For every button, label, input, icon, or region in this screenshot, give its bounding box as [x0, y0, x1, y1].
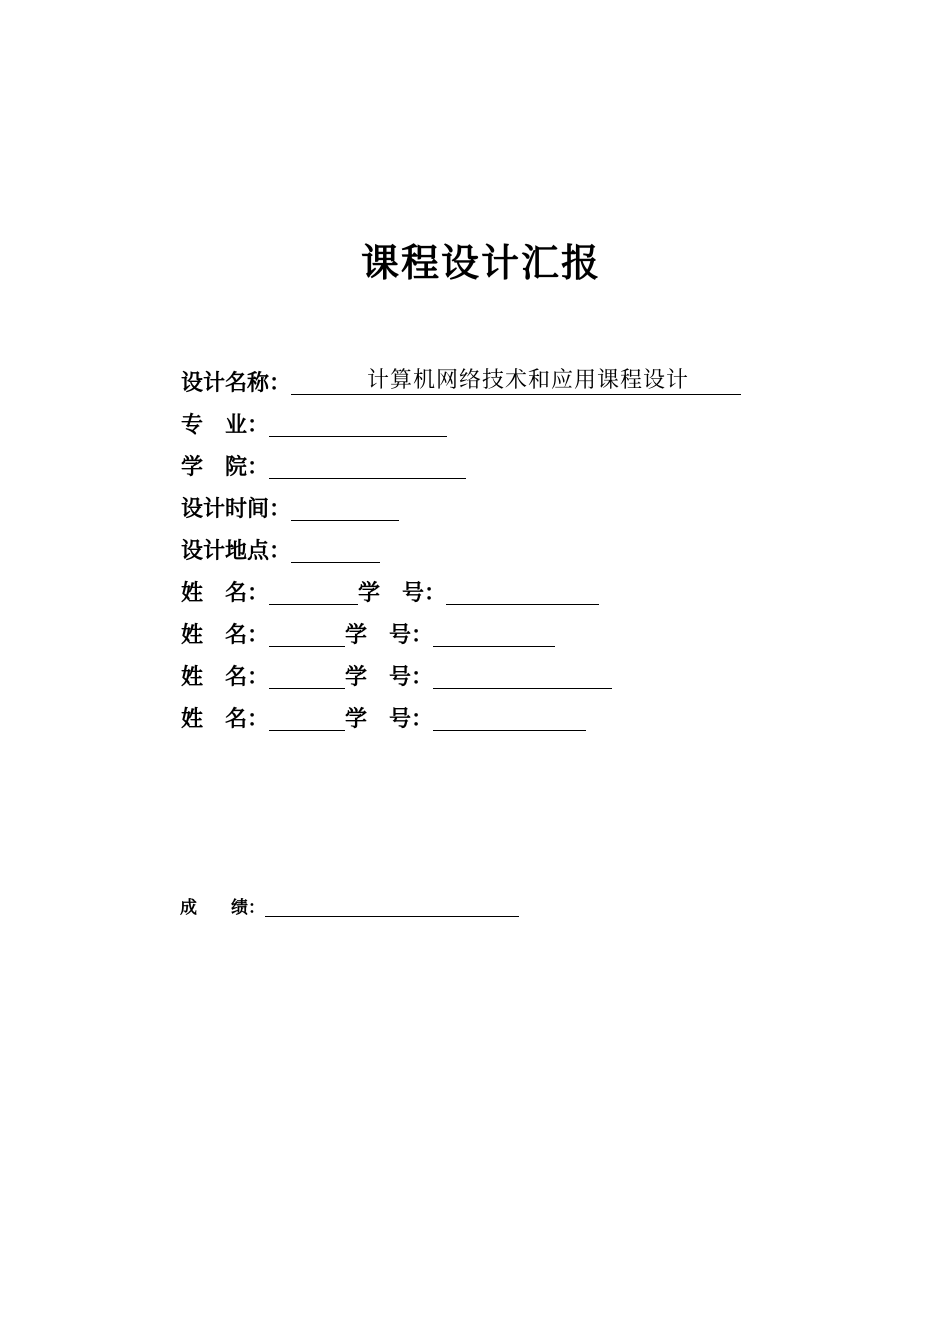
score-blank	[265, 898, 519, 917]
name-label: 姓 名：	[181, 707, 270, 732]
student-id-blank	[433, 706, 586, 731]
name-blank	[269, 622, 345, 647]
major-row	[181, 411, 447, 441]
design-time-label: 设计时间：	[181, 497, 292, 522]
design-name-value: 计算机网络技术和应用课程设计	[291, 368, 741, 395]
name-label: 姓 名：	[181, 623, 270, 648]
design-place-blank	[291, 538, 380, 563]
student-id-blank	[446, 580, 599, 605]
student-id-blank	[433, 622, 555, 647]
college-row	[181, 453, 466, 483]
college-label: 学 院：	[181, 455, 270, 480]
student-row	[181, 705, 586, 735]
major-label: 专 业：	[181, 413, 270, 438]
name-label: 姓 名：	[181, 581, 270, 606]
design-name-label: 设计名称：	[181, 371, 292, 396]
score-label: 成 绩：	[180, 898, 265, 918]
name-blank	[269, 664, 345, 689]
design-place-row	[181, 537, 380, 567]
student-id-label: 学 号：	[345, 707, 434, 732]
student-row	[181, 663, 612, 693]
student-id-label: 学 号：	[358, 581, 447, 606]
design-time-blank	[291, 496, 399, 521]
college-blank	[269, 454, 466, 479]
student-id-label: 学 号：	[345, 623, 434, 648]
major-blank	[269, 412, 447, 437]
design-name-row	[181, 369, 741, 399]
name-blank	[269, 580, 358, 605]
student-id-label: 学 号：	[345, 665, 434, 690]
design-time-row	[181, 495, 399, 525]
student-row	[181, 621, 555, 651]
student-row	[181, 579, 599, 609]
design-place-label: 设计地点：	[181, 539, 292, 564]
student-id-blank	[433, 664, 612, 689]
name-label: 姓 名：	[181, 665, 270, 690]
score-row	[180, 896, 519, 920]
page-title: 课程设计汇报	[361, 241, 602, 285]
name-blank	[269, 706, 345, 731]
